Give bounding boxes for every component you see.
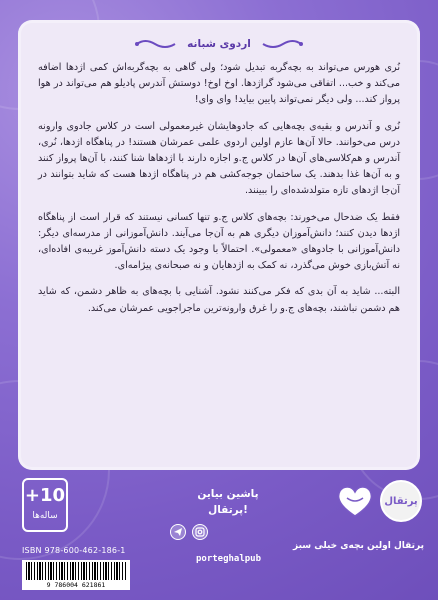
synopsis-paragraph: نُری هورس می‌تواند به بچه‌گربه تبدیل شود؛ ولی گاهی به بچه‌گربه‌اش کمی اژدها اضافه می‌کند و خب... اتفاقی می‌شود گراژدها. اوخ اوخ! دوستش آندرس پادیلو هم می‌تواند در هوا پرواز کند... ولی دیگر نمی‌تواند پایین بیاید! وای وای! <box>38 62 400 106</box>
synopsis-paragraph: البته... شاید به آن بدی که فکر می‌کنند نشود. آشنایی با بچه‌های به ظاهر دشمن، که شاید هم دشمن نباشند، بچه‌های ج.و را غرق وارونه‌ترین ماجراجویی عمرشان می‌کند. <box>38 286 400 314</box>
isbn-text: ISBN 978-600-462-186-1 <box>22 546 126 555</box>
publisher-pitch <box>168 486 288 518</box>
publisher-logos <box>330 480 426 540</box>
telegram-icon[interactable] <box>170 524 186 540</box>
back-cover-text-card <box>18 20 420 470</box>
social-handle: porteghalpub <box>196 554 262 564</box>
age-number: +10 <box>24 485 66 506</box>
barcode <box>22 560 130 590</box>
publisher-logo: پرتقال <box>380 480 422 522</box>
section-title: اردوی شبانه <box>187 38 251 50</box>
publisher-tagline: پرتقال اولین بچه‌ی خیلی سبز <box>292 541 424 551</box>
barcode-digits: 9 786004 621861 <box>46 581 106 589</box>
cover-footer <box>0 478 438 600</box>
social-icons <box>170 524 208 540</box>
pitch-line: پرتقال! <box>208 504 248 516</box>
section-header <box>38 38 400 50</box>
synopsis-paragraph: فقط یک ضدحال می‌خورند: بچه‌های کلاس ج.و تنها کسانی نیستند که قرار است از پناهگاه اژدها دیدن کنند؛ دانش‌آموزان دیگری هم به آن‌جا می‌آیند. دانش‌آموزانی از مدرسه‌ای دیگر: دانش‌آموزانی با جادوهای «معمولی». احتمالاً با وجود یک دسته دانش‌آموز غریبه‌ی افاده‌ای، نه آتش‌بازی خوش می‌گذرد، نه کمک به اژدهایان و نه صبحانه‌ی پیژامه‌ای. <box>38 211 400 272</box>
age-label: ساله‌ها <box>32 511 58 521</box>
heart-logo-icon <box>336 484 374 518</box>
pitch-line: پاشین بیاین <box>197 488 259 500</box>
synopsis <box>38 60 400 317</box>
age-badge <box>22 478 68 532</box>
synopsis-paragraph: نُری و آندرس و بقیه‌ی بچه‌هایی که جادوهایشان غیرمعمولی است در کلاس جادوی وارونه درس می‌خوانند. حالا آن‌ها عازم اولین اردوی علمی عمرشان هستند! در پناهگاه اژدها، نُری، آندرس و هم‌کلاسی‌های آن‌ها در کلاس ج.و اجازه دارند با اژدهاها شنا کنند، با آن‌ها پرواز کنند و به آن‌ها غذا بدهند. یک ساختمان جوجه‌کشی هم در پناهگاه اژدها هست که شاید بتوانند در آن‌جا اژدهای تازه متولدشده‌ای را ببینند. <box>38 120 400 197</box>
flourish-left-icon <box>135 38 177 50</box>
barcode-bars <box>26 562 126 580</box>
instagram-icon[interactable] <box>192 524 208 540</box>
flourish-right-icon <box>261 38 303 50</box>
